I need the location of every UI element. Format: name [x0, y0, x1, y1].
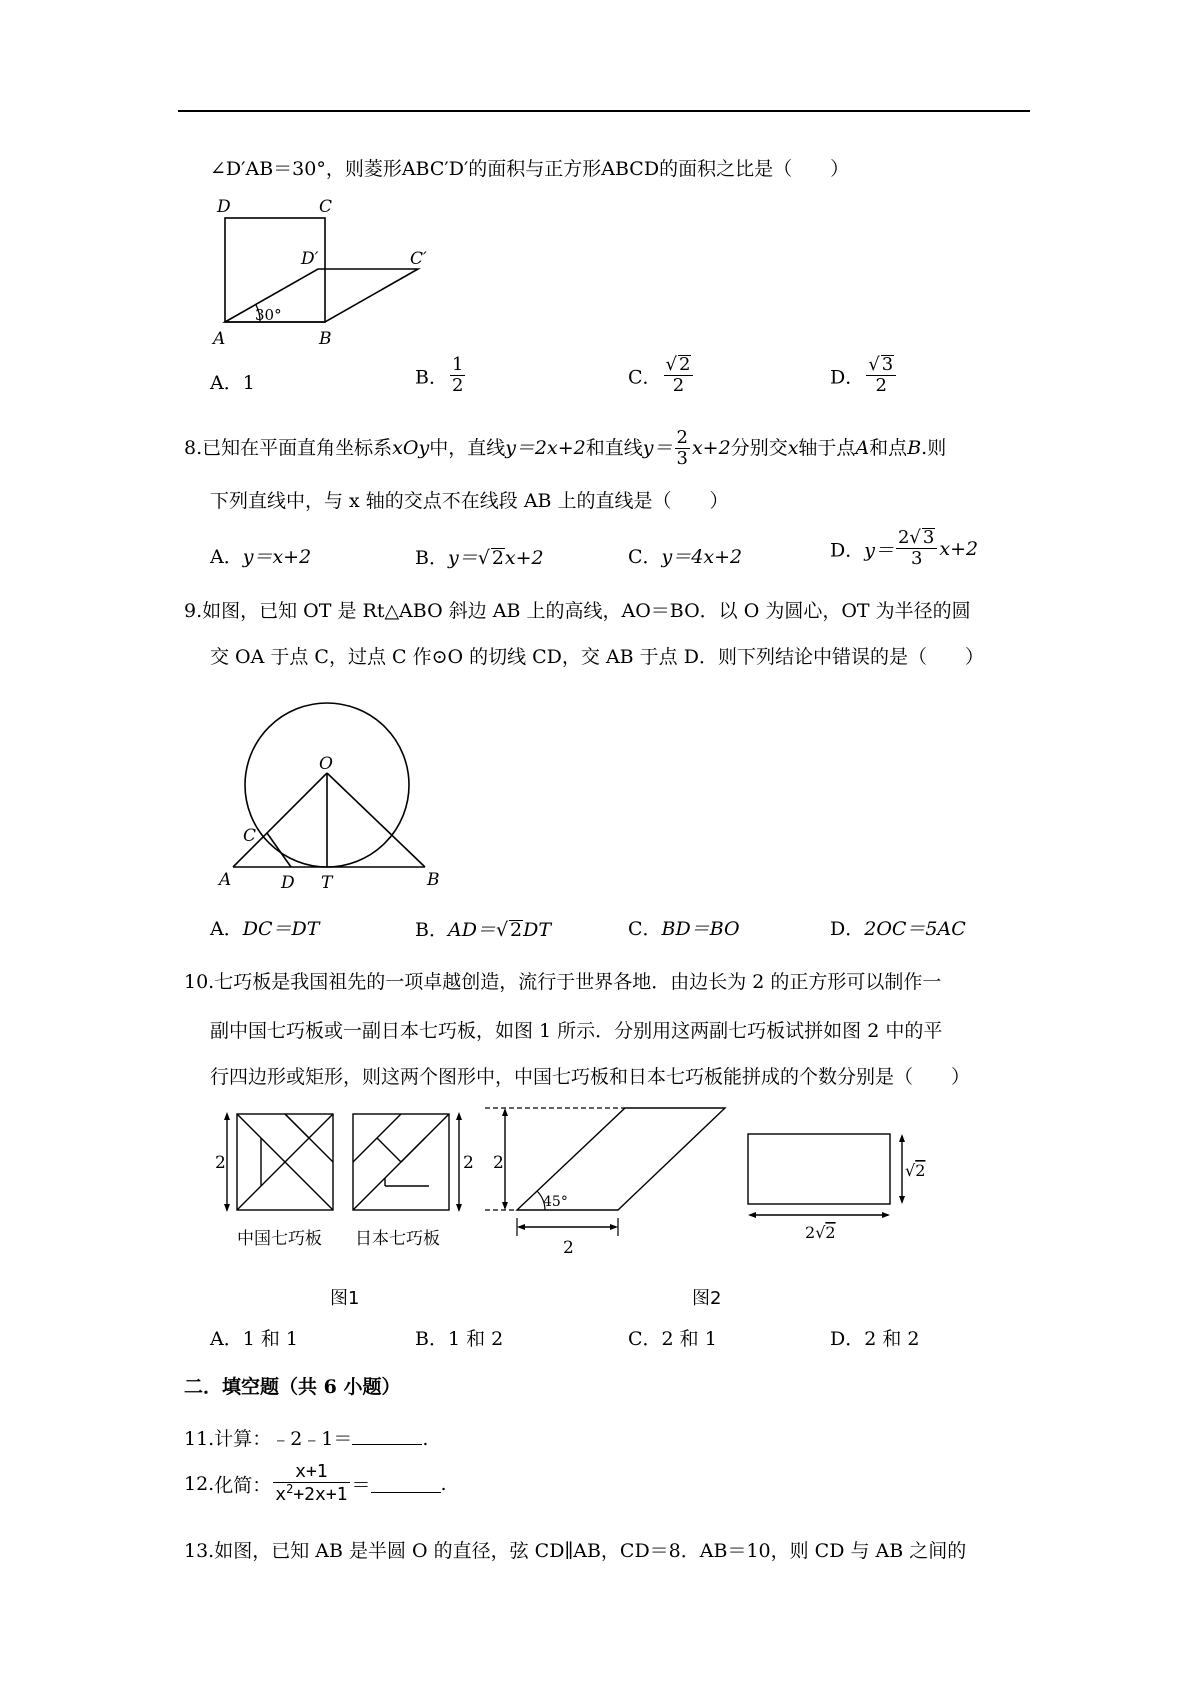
q7-option-c: C． $\frac{√ 2}{2}$: [628, 355, 695, 397]
tangent-cd: [267, 833, 291, 867]
label-chinese-tangram: 中国七巧板: [237, 1229, 322, 1249]
label-c: C: [319, 197, 333, 217]
label-d: D: [281, 873, 295, 893]
label-a: A: [219, 870, 232, 890]
japanese-tangram: [353, 1112, 474, 1249]
label-b: B: [319, 329, 332, 349]
label-japanese-tangram: 日本七巧板: [355, 1229, 440, 1249]
label-c-prime: C′: [410, 249, 427, 269]
q7-option-b: B． $\frac{1}{2}$: [415, 354, 464, 396]
dim-2-para-height: 2: [493, 1153, 504, 1173]
q9-option-c: C．BD＝BO: [628, 918, 740, 940]
dim-2sqrt2-width: 2√2: [805, 1223, 836, 1242]
q10-option-a: A．1 和 1: [210, 1328, 298, 1350]
q9-line1: 9.如图，已知 OT 是 Rt△ABO 斜边 AB 上的高线，AO＝BO．以 O 为圆心，OT 为半径的圆: [184, 600, 971, 622]
q10-figure: [205, 1098, 945, 1318]
parallelogram: [485, 1108, 725, 1258]
q10-line1: 10.七巧板是我国祖先的一项卓越创造，流行于世界各地．由边长为 2 的正方形可以制作一: [184, 971, 942, 993]
q8-option-b: B．y＝√ 2x+2: [415, 547, 544, 569]
q9-option-b: B．AD＝√ 2DT: [415, 919, 552, 941]
q7-option-d: D． $\frac{√ 3}{2}$: [830, 355, 898, 397]
label-45: 45°: [543, 1194, 568, 1210]
q10-line3: 行四边形或矩形，则这两个图形中，中国七巧板和日本七巧板能拼成的个数分别是（ ）: [210, 1066, 971, 1088]
label-a: A: [213, 329, 226, 349]
label-angle: 30°: [255, 306, 282, 324]
q9-option-a: A．DC＝DT: [210, 918, 320, 940]
label-c: C: [243, 826, 257, 846]
q10-option-b: B．1 和 2: [415, 1328, 504, 1350]
q12-answer-blank[interactable]: [371, 1474, 441, 1493]
label-figure-2: 图2: [692, 1288, 722, 1309]
label-d: D: [217, 197, 231, 217]
q9-option-d: D．2OC＝5AC: [830, 918, 966, 940]
section-2-title: 二．填空题（共 6 小题）: [184, 1376, 401, 1398]
dim-2-para-base: 2: [563, 1238, 574, 1258]
q7-figure: [205, 190, 435, 350]
q8-line1: 8.已知在平面直角坐标系xOy中，直线y＝2x+2和直线y＝ $\frac{2}{3}$ x+2分别交x轴于点A和点B.则: [184, 427, 947, 469]
dim-2-cn: 2: [215, 1153, 226, 1173]
label-o: O: [319, 754, 333, 774]
label-b: B: [427, 870, 440, 890]
q10-option-d: D．2 和 2: [830, 1328, 920, 1350]
chinese-tangram: [215, 1112, 333, 1249]
q8-option-c: C．y＝4x+2: [628, 546, 743, 568]
q7-option-a: A．1: [210, 372, 255, 394]
rectangle: [748, 1134, 925, 1242]
q7-stem: ∠D′AB＝30°，则菱形ABC′D′的面积与正方形ABCD的面积之比是（ ）: [210, 158, 850, 180]
q8-option-a: A．y＝x+2: [210, 546, 312, 568]
q9-figure: [205, 685, 455, 895]
q12: 12.化简： $\frac{x+1}{x^2+2x+1}$ ＝ .: [184, 1461, 447, 1505]
q8-line2: 下列直线中，与 x 轴的交点不在线段 AB 上的直线是（ ）: [210, 490, 729, 512]
dim-2-jp: 2: [463, 1153, 474, 1173]
q9-line2: 交 OA 于点 C，过点 C 作⊙O 的切线 CD，交 AB 于点 D．则下列结论中错误的是（ ）: [210, 646, 984, 668]
header-rule: [178, 110, 1030, 112]
rhombus-abcd-prime: [225, 269, 418, 322]
q11: 11.计算：﹣2﹣1＝ .: [184, 1428, 429, 1450]
label-d-prime: D′: [301, 249, 319, 269]
label-t: T: [321, 873, 333, 893]
dim-sqrt2-height: √2: [905, 1161, 926, 1180]
q10-option-c: C．2 和 1: [628, 1328, 717, 1350]
label-figure-1: 图1: [330, 1288, 360, 1309]
segment-bo: [327, 773, 425, 867]
q11-answer-blank[interactable]: [352, 1426, 422, 1445]
q8-option-d: D．y＝ $\frac{2√ 3}{3}$ x+2: [830, 527, 979, 569]
q10-line2: 副中国七巧板或一副日本七巧板，如图 1 所示．分别用这两副七巧板试拼如图 2 中的平: [210, 1020, 943, 1042]
q13: 13.如图，已知 AB 是半圆 O 的直径，弦 CD∥AB，CD＝8．AB＝10，则 CD 与 AB 之间的: [184, 1540, 967, 1562]
